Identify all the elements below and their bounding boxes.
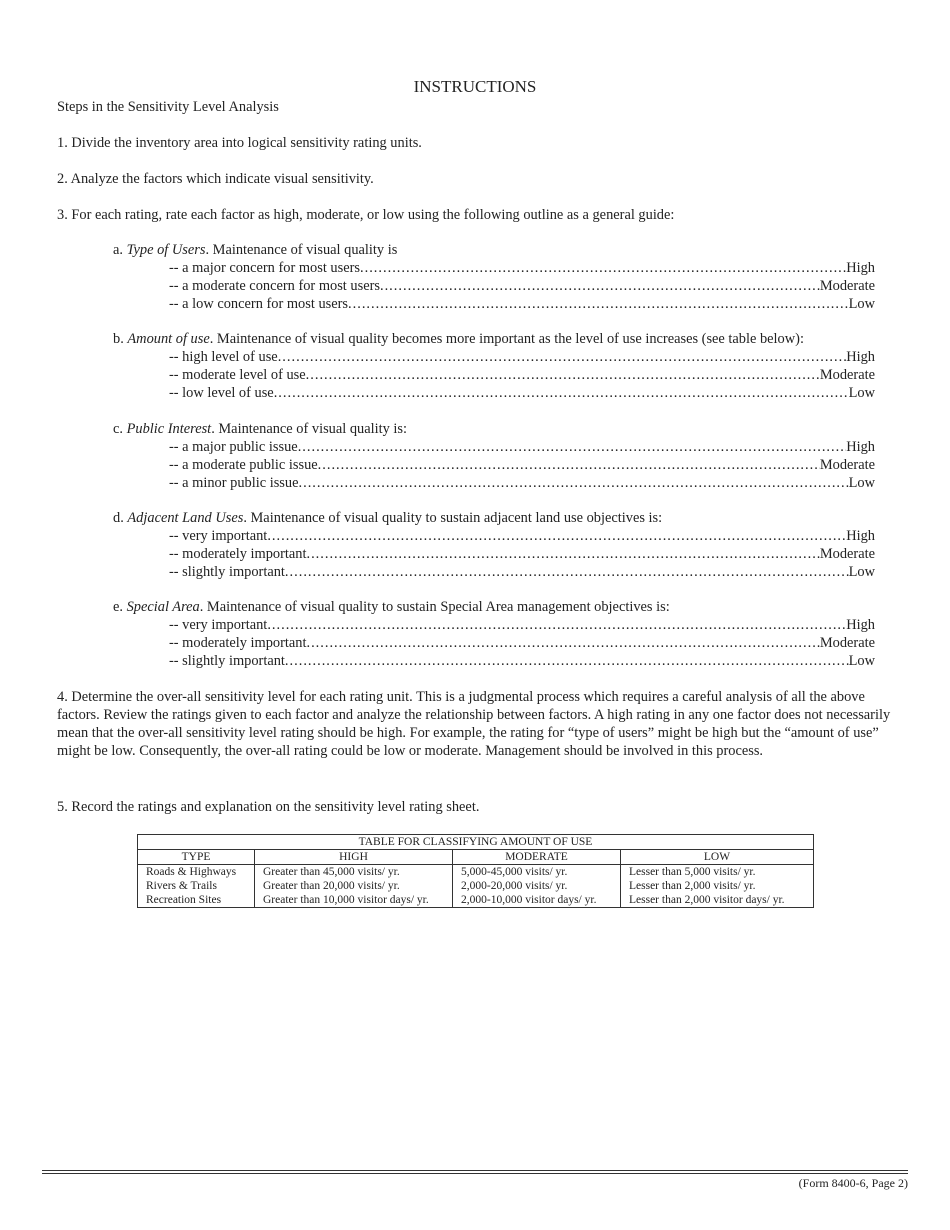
step-1: 1. Divide the inventory area into logical sensitivity rating units.: [57, 135, 422, 151]
dot-leader: [267, 527, 846, 545]
footer-rule: [42, 1170, 908, 1171]
dot-leader: [267, 616, 846, 634]
factor-a-ratings: [169, 259, 875, 313]
column-header-low: LOW: [621, 850, 814, 865]
dot-leader: [298, 438, 847, 456]
factor-d-ratings: [169, 527, 875, 581]
rating-row: -- low level of use ..... Low: [169, 384, 875, 402]
factor-c-heading: c. Public Interest. Maintenance of visual quality is:: [113, 421, 408, 437]
table-row: [138, 865, 814, 908]
type-cell: Roads & Highways Rivers & Trails Recreation Sites: [138, 865, 255, 908]
rating-row: -- a moderate public issue ..... Moderate: [169, 456, 875, 474]
footer-rule: [42, 1173, 908, 1174]
dot-leader: [360, 259, 846, 277]
rating-row: -- a major concern for most users ..... High: [169, 259, 875, 277]
dot-leader: [285, 652, 849, 670]
dot-leader: [285, 563, 849, 581]
factor-b-name: Amount of use: [127, 331, 210, 347]
rating-row: -- very important ..... High: [169, 527, 875, 545]
dot-leader: [306, 634, 819, 652]
moderate-cell: 5,000-45,000 visits/ yr. 2,000-20,000 visits/ yr. 2,000-10,000 visitor days/ yr.: [453, 865, 621, 908]
factor-d-heading: d. Adjacent Land Uses. Maintenance of visual quality to sustain adjacent land use objectives is:: [113, 510, 663, 526]
dot-leader: [306, 545, 819, 563]
factor-c-ratings: [169, 438, 875, 492]
step-5: 5. Record the ratings and explanation on the sensitivity level rating sheet.: [57, 799, 480, 815]
factor-c-name: Public Interest: [126, 421, 212, 437]
rating-row: -- slightly important ..... Low: [169, 652, 875, 670]
column-header-moderate: MODERATE: [453, 850, 621, 865]
column-header-high: HIGH: [255, 850, 453, 865]
rating-row: -- a major public issue ..... High: [169, 438, 875, 456]
rating-row: -- a low concern for most users ..... Low: [169, 295, 875, 313]
rating-row: -- a moderate concern for most users ..... Moderate: [169, 277, 875, 295]
factor-e-ratings: [169, 616, 875, 670]
step-3: 3. For each rating, rate each factor as high, moderate, or low using the following outline as a general guide:: [57, 207, 675, 223]
factor-b-heading: b. Amount of use. Maintenance of visual quality becomes more important as the level of use increases (see table below):: [113, 331, 804, 347]
rating-row: -- moderate level of use ..... Moderate: [169, 366, 875, 384]
dot-leader: [299, 474, 849, 492]
dot-leader: [380, 277, 820, 295]
rating-row: -- a minor public issue ..... Low: [169, 474, 875, 492]
step-4: 4. Determine the over-all sensitivity level for each rating unit. This is a judgmental process which requires a careful analysis of all the above factors. Review the ratings given to each factor and analyze the relationship between factors. A high rating in any one factor does not necessarily mean that the over-all sensitivity level rating should be high. For example, the rating for “type of users” might be high but the “amount of use” might be low. Consequently, the over-all rating could be low or moderate. Management should be involved in this process.: [57, 689, 891, 759]
dot-leader: [306, 366, 820, 384]
rating-row: -- very important ..... High: [169, 616, 875, 634]
dot-leader: [278, 348, 847, 366]
factor-a-heading: a. Type of Users. Maintenance of visual quality is: [113, 242, 398, 258]
rating-row: -- slightly important ..... Low: [169, 563, 875, 581]
high-cell: Greater than 45,000 visits/ yr. Greater than 20,000 visits/ yr. Greater than 10,000 visitor days/ yr.: [255, 865, 453, 908]
factor-e-heading: e. Special Area. Maintenance of visual quality to sustain Special Area management objectives is:: [113, 599, 670, 615]
dot-leader: [318, 456, 820, 474]
factor-b-ratings: [169, 348, 875, 402]
rating-row: -- moderately important ..... Moderate: [169, 545, 875, 563]
factor-d-name: Adjacent Land Uses: [127, 510, 244, 526]
form-footer: (Form 8400-6, Page 2): [798, 1176, 908, 1190]
rating-row: -- moderately important ..... Moderate: [169, 634, 875, 652]
low-cell: Lesser than 5,000 visits/ yr. Lesser than 2,000 visits/ yr. Lesser than 2,000 visitor days/ yr.: [621, 865, 814, 908]
dot-leader: [348, 295, 849, 313]
column-header-type: TYPE: [138, 850, 255, 865]
table-caption: TABLE FOR CLASSIFYING AMOUNT OF USE: [138, 835, 814, 850]
rating-row: -- high level of use ..... High: [169, 348, 875, 366]
section-subtitle: Steps in the Sensitivity Level Analysis: [57, 99, 279, 115]
factor-e-name: Special Area: [126, 599, 200, 615]
amount-of-use-table: [137, 834, 814, 908]
step-2: 2. Analyze the factors which indicate visual sensitivity.: [57, 171, 374, 187]
page-title: INSTRUCTIONS: [413, 77, 537, 96]
factor-a-name: Type of Users: [126, 242, 206, 258]
dot-leader: [274, 384, 849, 402]
